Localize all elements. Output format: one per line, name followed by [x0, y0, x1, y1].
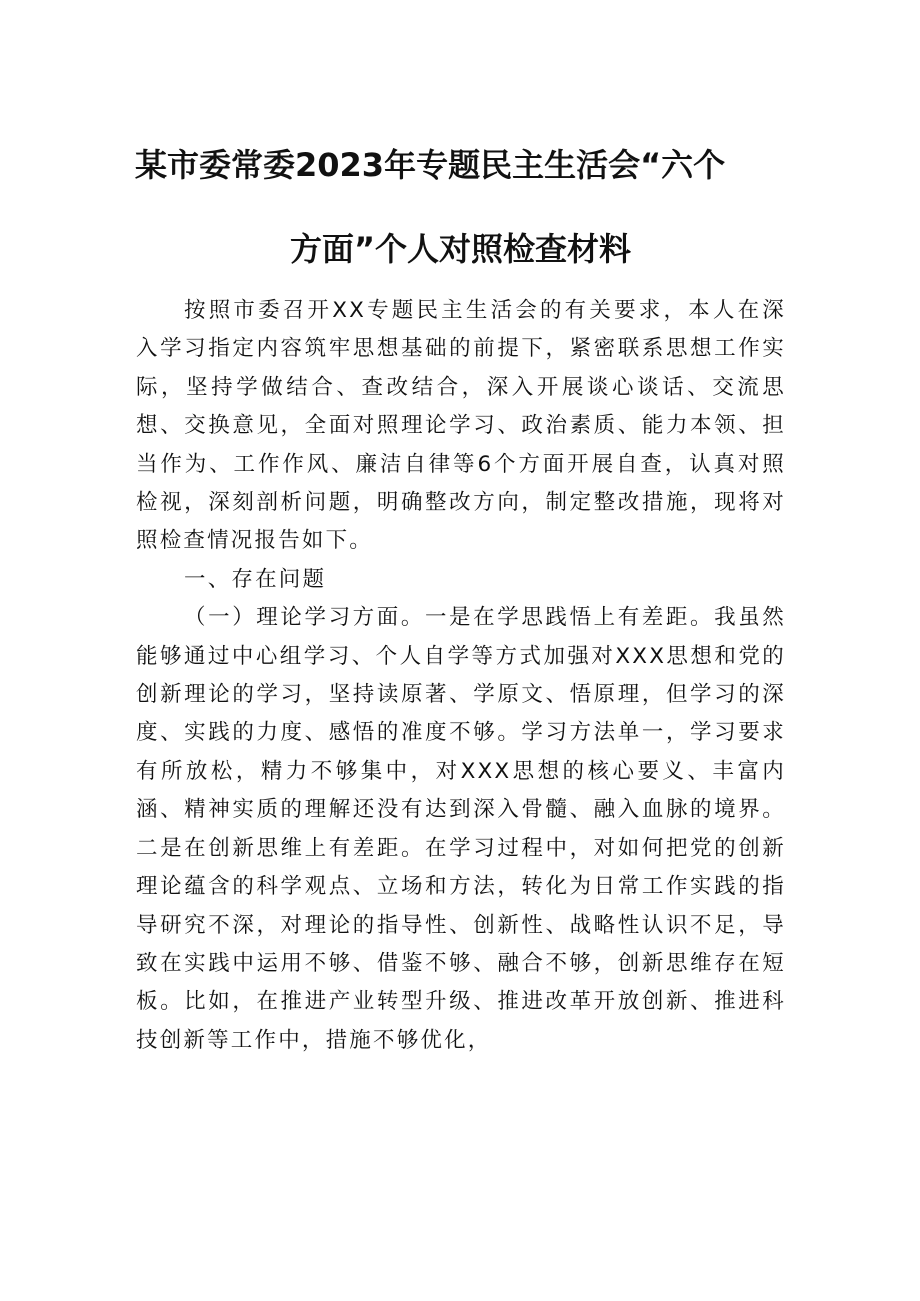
document-body	[136, 292, 786, 1060]
intro-paragraph: 按照市委召开XX专题民主生活会的有关要求，本人在深入学习指定内容筑牢思想基础的前提下，紧密联系思想工作实际，坚持学做结合、查改结合，深入开展谈心谈话、交流思想、交换意见，全面对照理论学习、政治素质、能力本领、担当作为、工作作风、廉洁自律等6个方面开展自查，认真对照检视，深刻剖析问题，明确整改方向，制定整改措施，现将对照检查情况报告如下。	[136, 298, 786, 554]
document-title-line-2: 方面”个人对照检查材料	[290, 230, 632, 268]
section-paragraph: （一）理论学习方面。一是在学思践悟上有差距。我虽然能够通过中心组学习、个人自学等方式加强对XXX思想和党的创新理论的学习，坚持读原著、学原文、悟原理，但学习的深度、实践的力度、感悟的准度不够。学习方法单一，学习要求有所放松，精力不够集中，对XXX思想的核心要义、丰富内涵、精神实质的理解还没有达到深入骨髓、融入血脉的境界。二是在创新思维上有差距。在学习过程中，对如何把党的创新理论蕴含的科学观点、立场和方法，转化为日常工作实践的指导研究不深，对理论的指导性、创新性、战略性认识不足，导致在实践中运用不够、借鉴不够、融合不够，创新思维存在短板。比如，在推进产业转型升级、推进改革开放创新、推进科技创新等工作中，措施不够优化，	[136, 605, 786, 1053]
section-heading: 一、存在问题	[184, 566, 327, 592]
document-title-line-1: 某市委常委2023年专题民主生活会“六个	[135, 146, 726, 184]
